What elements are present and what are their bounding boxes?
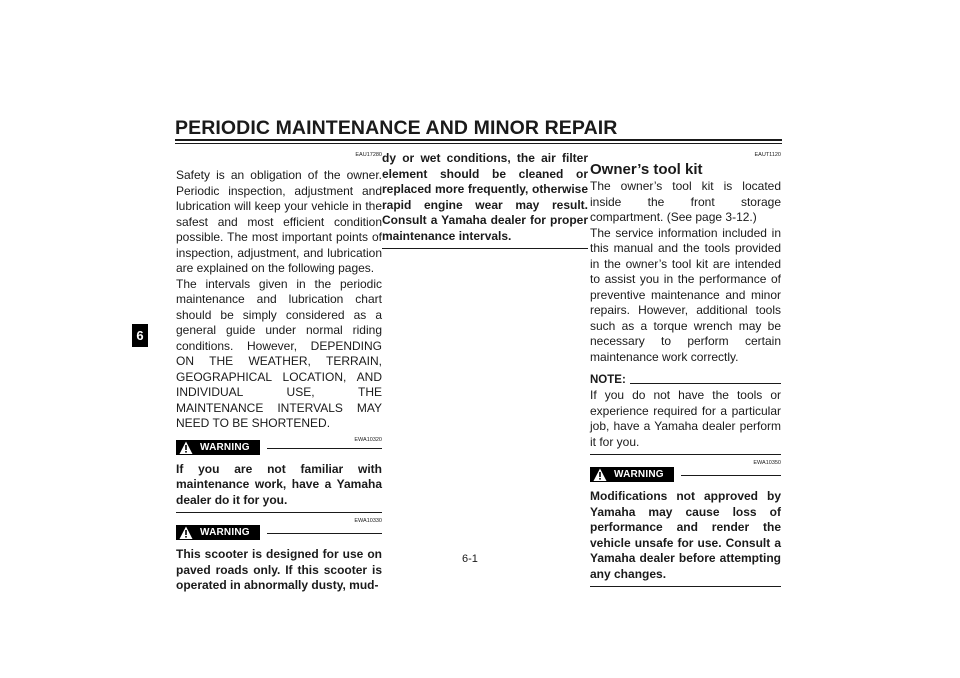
toolkit-info-paragraph: The service information included in this manual and the tools provided in the owner’s tool kit are intended to assist you in the performance of preventive maintenance and minor repairs. However, additional tools such as a torque wrench may be necessary to perform certain maintenance work correctly. bbox=[590, 225, 781, 364]
warning-label: WARNING bbox=[614, 469, 664, 480]
warning-code: EWA10320 bbox=[354, 436, 382, 443]
warning-rule bbox=[681, 475, 781, 476]
warning-text: Modifications not approved by Yamaha may cause loss of performance and render the vehicle unsafe for use. Consult a Yamaha dealer before attempting any changes. bbox=[590, 489, 781, 581]
warning-text-continued: dy or wet conditions, the air filter element should be cleaned or replaced more frequently, otherwise rapid engine wear may result. Consult a Yamaha dealer for proper maintenance intervals. bbox=[382, 151, 588, 243]
section-code: EAUT1120 bbox=[754, 152, 781, 158]
warning-badge bbox=[176, 440, 260, 455]
toolkit-location-paragraph: The owner’s tool kit is located inside the front storage compartment. (See page 3-12.) bbox=[590, 179, 781, 224]
note-label: NOTE: bbox=[590, 374, 626, 386]
warning-label: WARNING bbox=[200, 527, 250, 538]
note-text: If you do not have the tools or experience required for a particular job, have a Yamaha dealer perform it for you. bbox=[590, 388, 781, 449]
intro-paragraph: Safety is an obligation of the owner. Periodic inspection, adjustment and lubrication will keep your vehicle in the safest and most efficient condition possible. The most important points of inspection, adjustment, and lubrication are explained on the following pages. bbox=[176, 168, 382, 275]
warning-rule bbox=[267, 533, 382, 534]
note-rule bbox=[630, 383, 781, 384]
warning-header bbox=[590, 463, 781, 485]
warning-end-rule bbox=[382, 248, 588, 249]
warning-header bbox=[176, 436, 382, 458]
warning-badge bbox=[176, 525, 260, 540]
section-heading: Owner’s tool kit bbox=[590, 161, 703, 178]
note-header bbox=[590, 372, 781, 388]
warning-label: WARNING bbox=[200, 441, 250, 453]
column-1 bbox=[176, 151, 382, 594]
warning-triangle-icon bbox=[593, 467, 607, 482]
warning-code: EWA10350 bbox=[753, 460, 781, 466]
warning-text: If you are not familiar with maintenance work, have a Yamaha dealer do it for you. bbox=[176, 461, 382, 507]
column-3 bbox=[590, 151, 781, 587]
warning-end-rule bbox=[590, 586, 781, 587]
warning-rule bbox=[267, 448, 382, 449]
warning-end-rule bbox=[176, 512, 382, 513]
warning-header bbox=[176, 521, 382, 543]
title-rule bbox=[175, 139, 782, 141]
warning-code: EWA10330 bbox=[354, 518, 382, 524]
warning-triangle-icon bbox=[179, 525, 193, 540]
title-rule-thin bbox=[175, 143, 782, 144]
warning-triangle-icon bbox=[179, 440, 193, 455]
warning-badge bbox=[590, 467, 674, 482]
section-code: EAU17280 bbox=[355, 152, 382, 158]
column-2 bbox=[382, 151, 588, 249]
warning-text: This scooter is designed for use on paved roads only. If this scooter is operated in abnormally dusty, mud- bbox=[176, 547, 382, 592]
note-end-rule bbox=[590, 454, 781, 455]
page-number: 6-1 bbox=[462, 553, 478, 565]
intervals-paragraph: The intervals given in the periodic maintenance and lubrication chart should be simply considered as a general guide under normal riding conditions. However, DEPENDING ON THE WEATHER, TERRAIN, GEOGRAPHICAL LOCATION, AND INDIVIDUAL USE, THE MAINTENANCE INTERVALS MAY NEED TO BE SHORTENED. bbox=[176, 276, 382, 430]
chapter-tab: 6 bbox=[132, 324, 148, 347]
page-title: PERIODIC MAINTENANCE AND MINOR REPAIR bbox=[175, 117, 618, 139]
